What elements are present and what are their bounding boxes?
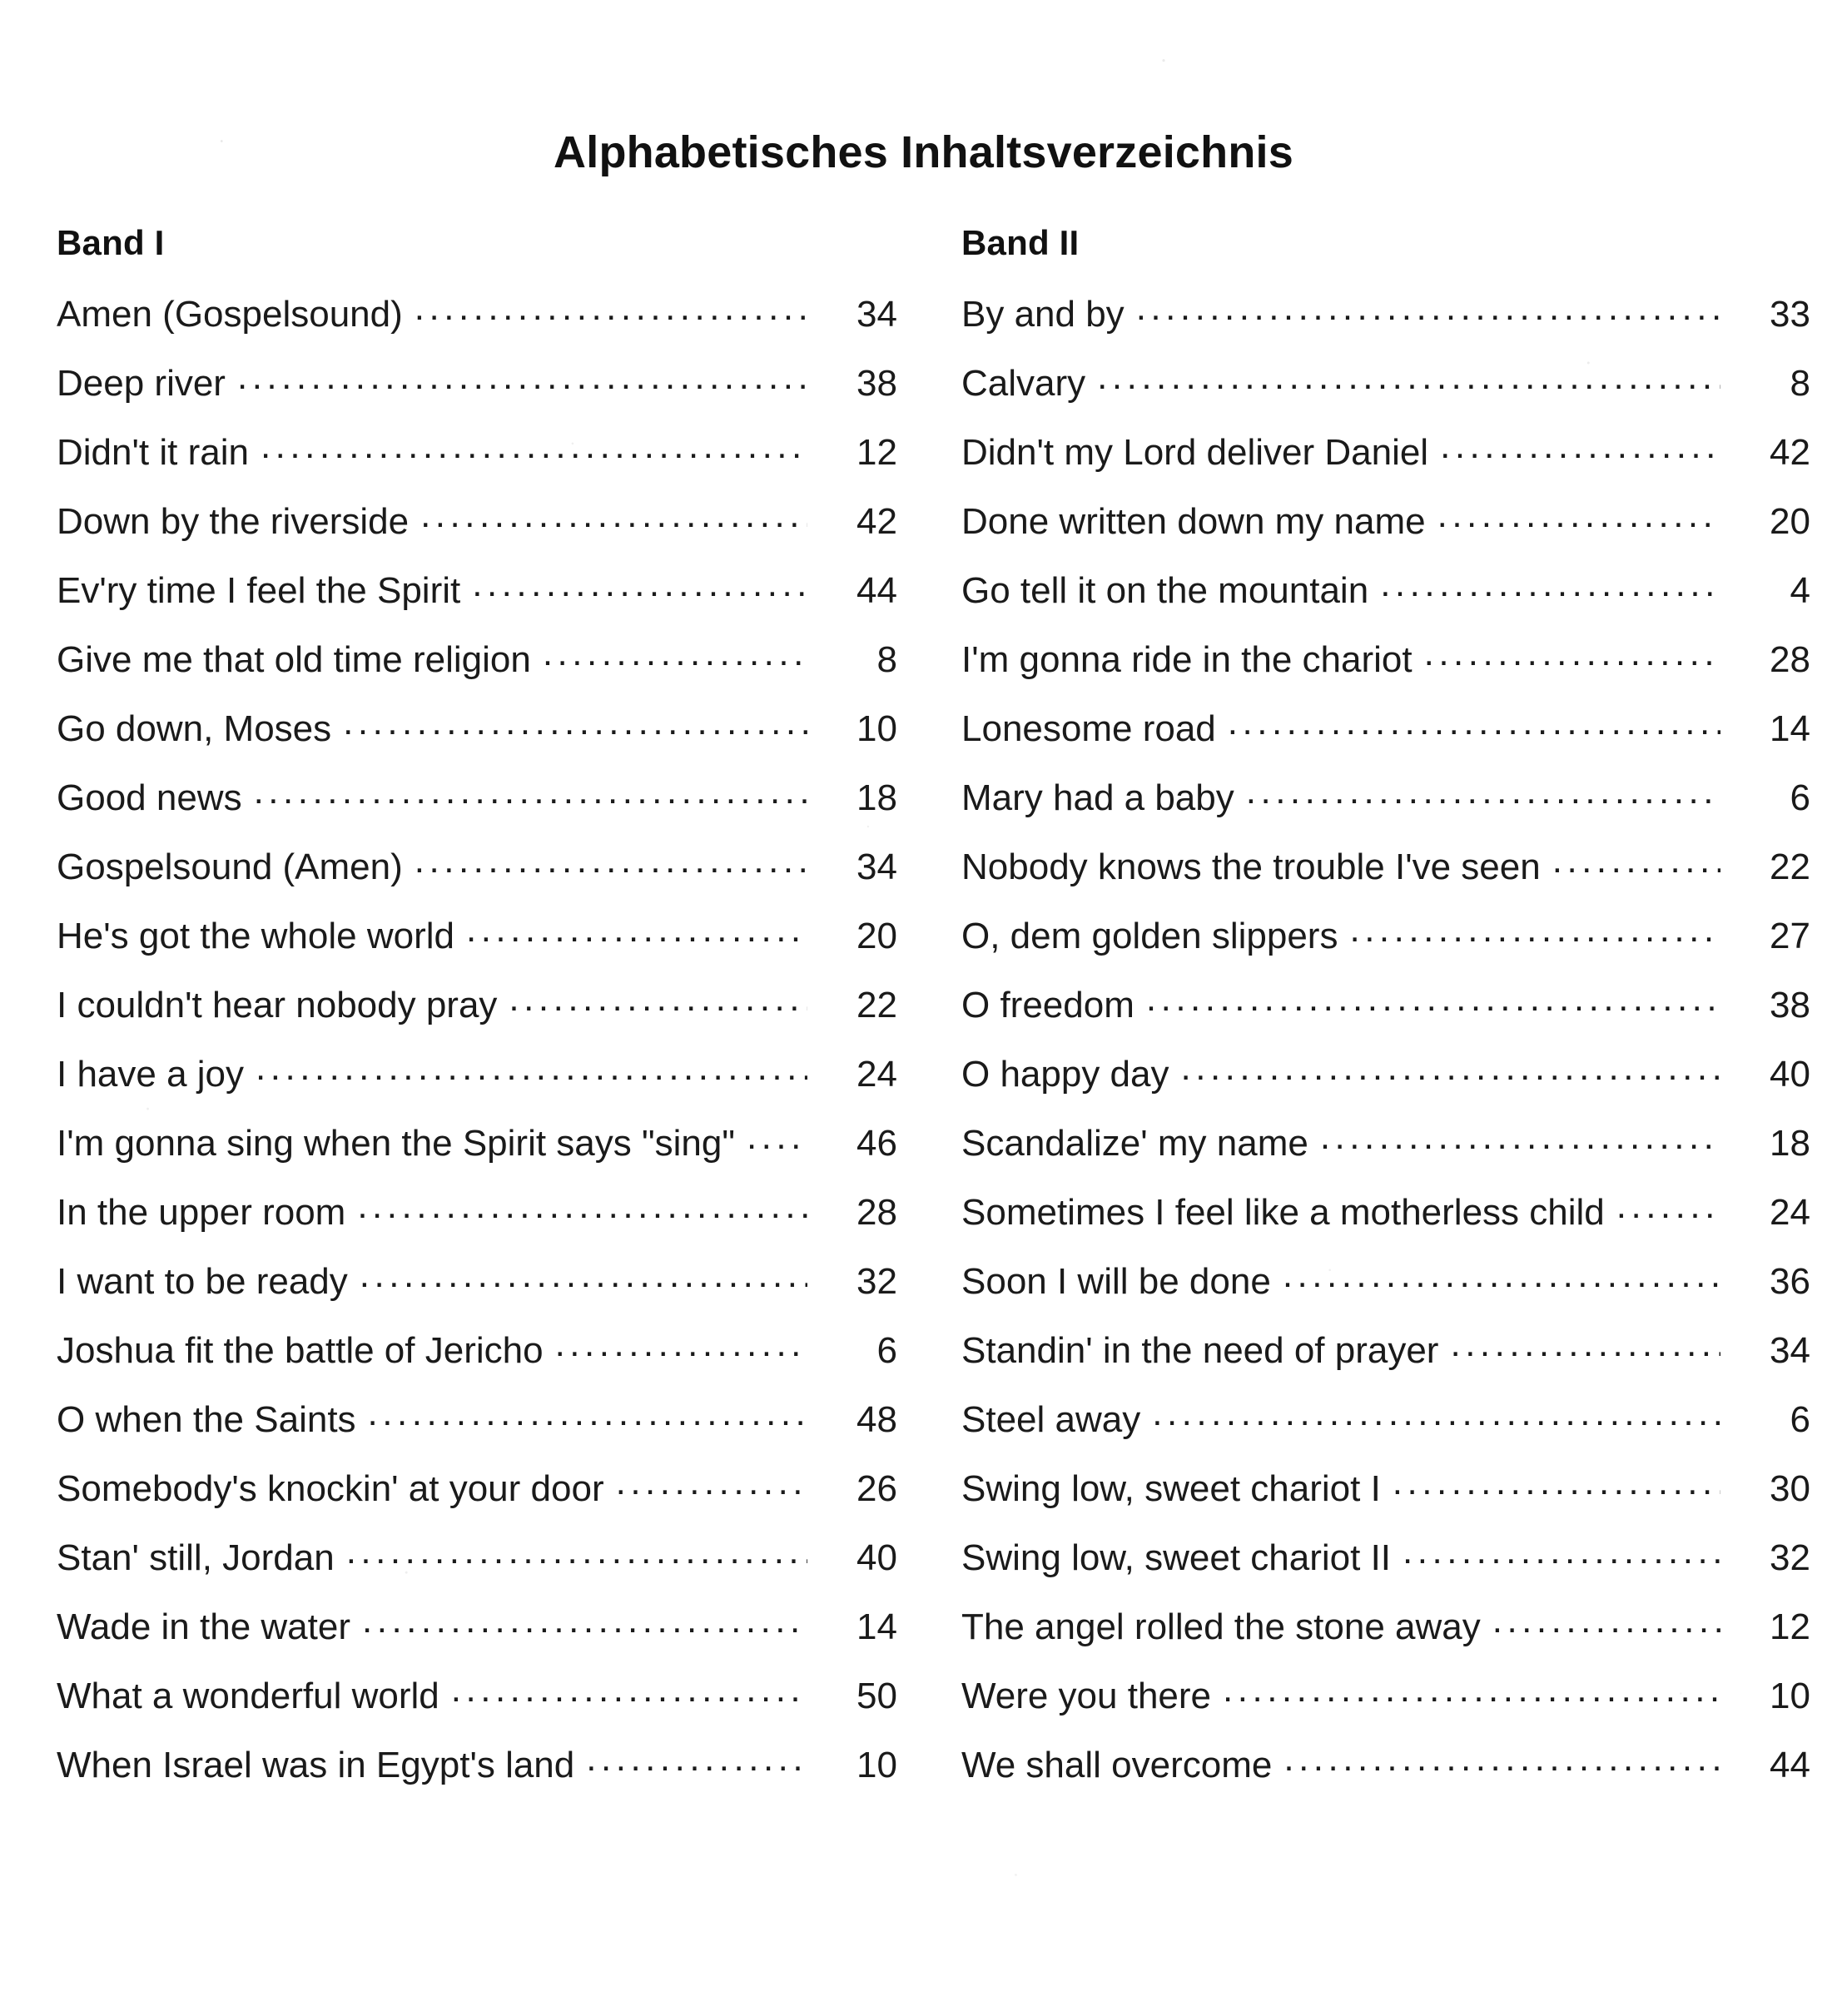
toc-entry-page-number: 12: [1770, 1606, 1810, 1647]
toc-entry-title: Soon I will be done: [961, 1261, 1271, 1302]
dot-leader: [360, 1257, 807, 1294]
toc-entry[interactable]: [57, 1395, 897, 1438]
toc-entry-page-number: 42: [1770, 432, 1810, 473]
toc-entry[interactable]: [961, 1533, 1810, 1577]
toc-column-band-2: [961, 223, 1810, 1810]
toc-entry-title: He's got the whole world: [57, 916, 454, 956]
toc-entry-page-number: 18: [856, 777, 897, 818]
dot-leader: [346, 1533, 807, 1570]
toc-entry[interactable]: [961, 1740, 1810, 1784]
toc-entry-title: Swing low, sweet chariot I: [961, 1468, 1381, 1509]
toc-entry-title: Go down, Moses: [57, 708, 332, 749]
toc-entry[interactable]: [57, 842, 897, 886]
toc-columns: [57, 223, 1810, 1810]
page-title: Alphabetisches Inhaltsverzeichnis: [554, 127, 1293, 178]
toc-entry-page-number: 14: [856, 1606, 897, 1647]
toc-entry-title: Scandalize' my name: [961, 1123, 1308, 1164]
toc-entry[interactable]: [961, 1050, 1810, 1093]
toc-entry[interactable]: [57, 566, 897, 609]
dot-leader: [256, 1050, 807, 1086]
toc-entry[interactable]: [57, 1740, 897, 1784]
toc-entry-page-number: 28: [1770, 639, 1810, 680]
toc-entry-title: By and by: [961, 294, 1125, 335]
dot-leader: [415, 290, 807, 326]
dot-leader: [1181, 1050, 1721, 1086]
toc-entry-title: Somebody's knockin' at your door: [57, 1468, 604, 1509]
toc-entry[interactable]: [961, 359, 1810, 402]
toc-entry[interactable]: [57, 1257, 897, 1300]
toc-entry[interactable]: [961, 497, 1810, 540]
toc-entry-title: Didn't it rain: [57, 432, 249, 473]
dot-leader: [368, 1395, 807, 1432]
toc-entry-page-number: 14: [1770, 708, 1810, 749]
dot-leader: [509, 981, 807, 1017]
toc-entry-title: Calvary: [961, 363, 1086, 404]
toc-entry-page-number: 6: [876, 1330, 897, 1371]
toc-entry[interactable]: [57, 1671, 897, 1715]
dot-leader: [1320, 1119, 1720, 1155]
toc-entry-title: We shall overcome: [961, 1745, 1273, 1785]
toc-entry-title: I want to be ready: [57, 1261, 348, 1302]
toc-entry-page-number: 4: [1790, 570, 1810, 611]
toc-entry-title: Standin' in the need of prayer: [961, 1330, 1439, 1371]
dot-leader: [1283, 1740, 1720, 1777]
toc-entry[interactable]: [961, 566, 1810, 609]
toc-entry[interactable]: [961, 428, 1810, 471]
toc-entry-title: Amen (Gospelsound): [57, 294, 403, 335]
toc-entry[interactable]: [961, 1464, 1810, 1507]
toc-entry[interactable]: [57, 704, 897, 747]
toc-entry-page-number: 12: [856, 432, 897, 473]
dot-leader: [1437, 497, 1720, 534]
dot-leader: [357, 1188, 807, 1224]
toc-entry-title: Were you there: [961, 1676, 1212, 1716]
toc-entry-page-number: 32: [1770, 1537, 1810, 1578]
toc-entry-page-number: 20: [856, 916, 897, 956]
dot-leader: [1492, 1602, 1720, 1639]
dot-leader: [1616, 1188, 1720, 1224]
toc-entry-page-number: 22: [1770, 847, 1810, 887]
toc-entry-title: Steel away: [961, 1399, 1141, 1440]
toc-entry[interactable]: [961, 1671, 1810, 1715]
toc-entry[interactable]: [961, 1602, 1810, 1646]
toc-entry-title: Ev'ry time I feel the Spirit: [57, 570, 461, 611]
toc-entry-title: I have a joy: [57, 1054, 245, 1095]
toc-entry[interactable]: [57, 1602, 897, 1646]
toc-entry[interactable]: [57, 1464, 897, 1507]
toc-entry[interactable]: [57, 359, 897, 402]
toc-entry-page-number: 38: [1770, 985, 1810, 1025]
toc-entry-title: Go tell it on the mountain: [961, 570, 1369, 611]
toc-entry-page-number: 20: [1770, 501, 1810, 542]
toc-entry-page-number: 42: [856, 501, 897, 542]
toc-entry-page-number: 8: [876, 639, 897, 680]
toc-entry[interactable]: [57, 1119, 897, 1162]
toc-entry[interactable]: [961, 1395, 1810, 1438]
toc-entry-page-number: 46: [856, 1123, 897, 1164]
toc-entry-page-number: 33: [1770, 294, 1810, 335]
dot-leader: [543, 635, 807, 672]
toc-entry[interactable]: [57, 1188, 897, 1231]
toc-entry-title: I couldn't hear nobody pray: [57, 985, 498, 1025]
toc-entry-page-number: 24: [856, 1054, 897, 1095]
toc-entry-page-number: 10: [856, 1745, 897, 1785]
toc-entry-title: Stan' still, Jordan: [57, 1537, 335, 1578]
dot-leader: [1228, 704, 1720, 741]
toc-entry-page-number: 40: [1770, 1054, 1810, 1095]
toc-entry[interactable]: [57, 497, 897, 540]
dot-leader: [1380, 566, 1720, 603]
dot-leader: [1393, 1464, 1720, 1501]
toc-entry-title: Swing low, sweet chariot II: [961, 1537, 1392, 1578]
toc-entry-page-number: 44: [1770, 1745, 1810, 1785]
toc-entry[interactable]: [961, 1188, 1810, 1231]
toc-entry[interactable]: [57, 1533, 897, 1577]
dot-leader: [1283, 1257, 1720, 1294]
toc-entry[interactable]: [961, 704, 1810, 747]
dot-leader: [1403, 1533, 1720, 1570]
toc-entry[interactable]: [57, 773, 897, 817]
toc-entry-title: Didn't my Lord deliver Daniel: [961, 432, 1429, 473]
toc-entry-page-number: 50: [856, 1676, 897, 1716]
toc-entry-title: O happy day: [961, 1054, 1169, 1095]
dot-leader: [1146, 981, 1720, 1017]
toc-entry-page-number: 48: [856, 1399, 897, 1440]
toc-entry-page-number: 28: [856, 1192, 897, 1233]
toc-entry-title: Gospelsound (Amen): [57, 847, 403, 887]
dot-leader: [1349, 911, 1720, 948]
toc-entry-title: O when the Saints: [57, 1399, 356, 1440]
toc-entry-title: Wade in the water: [57, 1606, 350, 1647]
toc-entry-page-number: 18: [1770, 1123, 1810, 1164]
dot-leader: [1097, 359, 1720, 395]
toc-entry-title: The angel rolled the stone away: [961, 1606, 1481, 1647]
dot-leader: [261, 428, 807, 464]
dot-leader: [616, 1464, 807, 1501]
toc-entry-page-number: 34: [856, 294, 897, 335]
column-heading-band-2: Band II: [961, 223, 1080, 262]
toc-entry-title: What a wonderful world: [57, 1676, 439, 1716]
toc-entry-title: Deep river: [57, 363, 226, 404]
dot-leader: [555, 1326, 807, 1363]
toc-list-band-2: [961, 290, 1810, 1784]
toc-entry-page-number: 8: [1790, 363, 1810, 404]
toc-entry-page-number: 44: [856, 570, 897, 611]
dot-leader: [362, 1602, 807, 1639]
toc-entry[interactable]: [961, 1257, 1810, 1300]
toc-entry[interactable]: [961, 842, 1810, 886]
toc-entry-page-number: 34: [856, 847, 897, 887]
toc-entry[interactable]: [961, 911, 1810, 955]
dot-leader: [415, 842, 807, 879]
toc-entry[interactable]: [57, 981, 897, 1024]
dot-leader: [1552, 842, 1720, 879]
dot-leader: [466, 911, 807, 948]
dot-leader: [1440, 428, 1720, 464]
toc-entry[interactable]: [57, 911, 897, 955]
toc-entry-page-number: 38: [856, 363, 897, 404]
toc-entry-title: Down by the riverside: [57, 501, 410, 542]
dot-leader: [451, 1671, 807, 1708]
toc-entry[interactable]: [961, 290, 1810, 333]
toc-entry-page-number: 26: [856, 1468, 897, 1509]
toc-entry-title: Give me that old time religion: [57, 639, 531, 680]
dot-leader: [747, 1119, 807, 1155]
toc-entry-title: Lonesome road: [961, 708, 1216, 749]
toc-entry[interactable]: [57, 290, 897, 333]
toc-entry-title: I'm gonna ride in the chariot: [961, 639, 1413, 680]
dot-leader: [472, 566, 807, 603]
dot-leader: [254, 773, 807, 810]
dot-leader: [420, 497, 807, 534]
toc-entry[interactable]: [961, 1326, 1810, 1369]
toc-entry[interactable]: [961, 1119, 1810, 1162]
toc-entry-page-number: 10: [856, 708, 897, 749]
dot-leader: [237, 359, 807, 395]
dot-leader: [343, 704, 807, 741]
dot-leader: [1246, 773, 1720, 810]
toc-entry[interactable]: [57, 1050, 897, 1093]
toc-entry[interactable]: [57, 1326, 897, 1369]
toc-entry-title: Done written down my name: [961, 501, 1426, 542]
toc-entry-title: Nobody knows the trouble I've seen: [961, 847, 1541, 887]
toc-entry-title: In the upper room: [57, 1192, 346, 1233]
toc-entry-title: O freedom: [961, 985, 1135, 1025]
toc-entry-page-number: 34: [1770, 1330, 1810, 1371]
toc-entry-title: Sometimes I feel like a motherless child: [961, 1192, 1605, 1233]
toc-entry-page-number: 10: [1770, 1676, 1810, 1716]
dot-leader: [1223, 1671, 1720, 1708]
toc-entry-page-number: 30: [1770, 1468, 1810, 1509]
toc-entry[interactable]: [961, 981, 1810, 1024]
toc-column-band-1: [57, 223, 897, 1810]
toc-entry-page-number: 36: [1770, 1261, 1810, 1302]
toc-entry-title: Good news: [57, 777, 242, 818]
dot-leader: [586, 1740, 807, 1777]
toc-entry-title: Joshua fit the battle of Jericho: [57, 1330, 544, 1371]
toc-entry[interactable]: [57, 428, 897, 471]
toc-entry[interactable]: [961, 635, 1810, 678]
toc-entry-page-number: 22: [856, 985, 897, 1025]
toc-entry-title: I'm gonna sing when the Spirit says "sing": [57, 1123, 735, 1164]
dot-leader: [1152, 1395, 1720, 1432]
toc-entry-title: O, dem golden slippers: [961, 916, 1338, 956]
toc-list-band-1: [57, 290, 897, 1784]
toc-entry-page-number: 40: [856, 1537, 897, 1578]
column-heading-band-1: Band I: [57, 223, 165, 262]
toc-entry-page-number: 6: [1790, 1399, 1810, 1440]
dot-leader: [1136, 290, 1720, 326]
dot-leader: [1450, 1326, 1720, 1363]
toc-entry-page-number: 24: [1770, 1192, 1810, 1233]
toc-entry[interactable]: [57, 635, 897, 678]
toc-entry-title: Mary had a baby: [961, 777, 1234, 818]
toc-entry-page-number: 6: [1790, 777, 1810, 818]
toc-entry-title: When Israel was in Egypt's land: [57, 1745, 575, 1785]
toc-entry-page-number: 27: [1770, 916, 1810, 956]
toc-entry-page-number: 32: [856, 1261, 897, 1302]
dot-leader: [1424, 635, 1720, 672]
toc-entry[interactable]: [961, 773, 1810, 817]
